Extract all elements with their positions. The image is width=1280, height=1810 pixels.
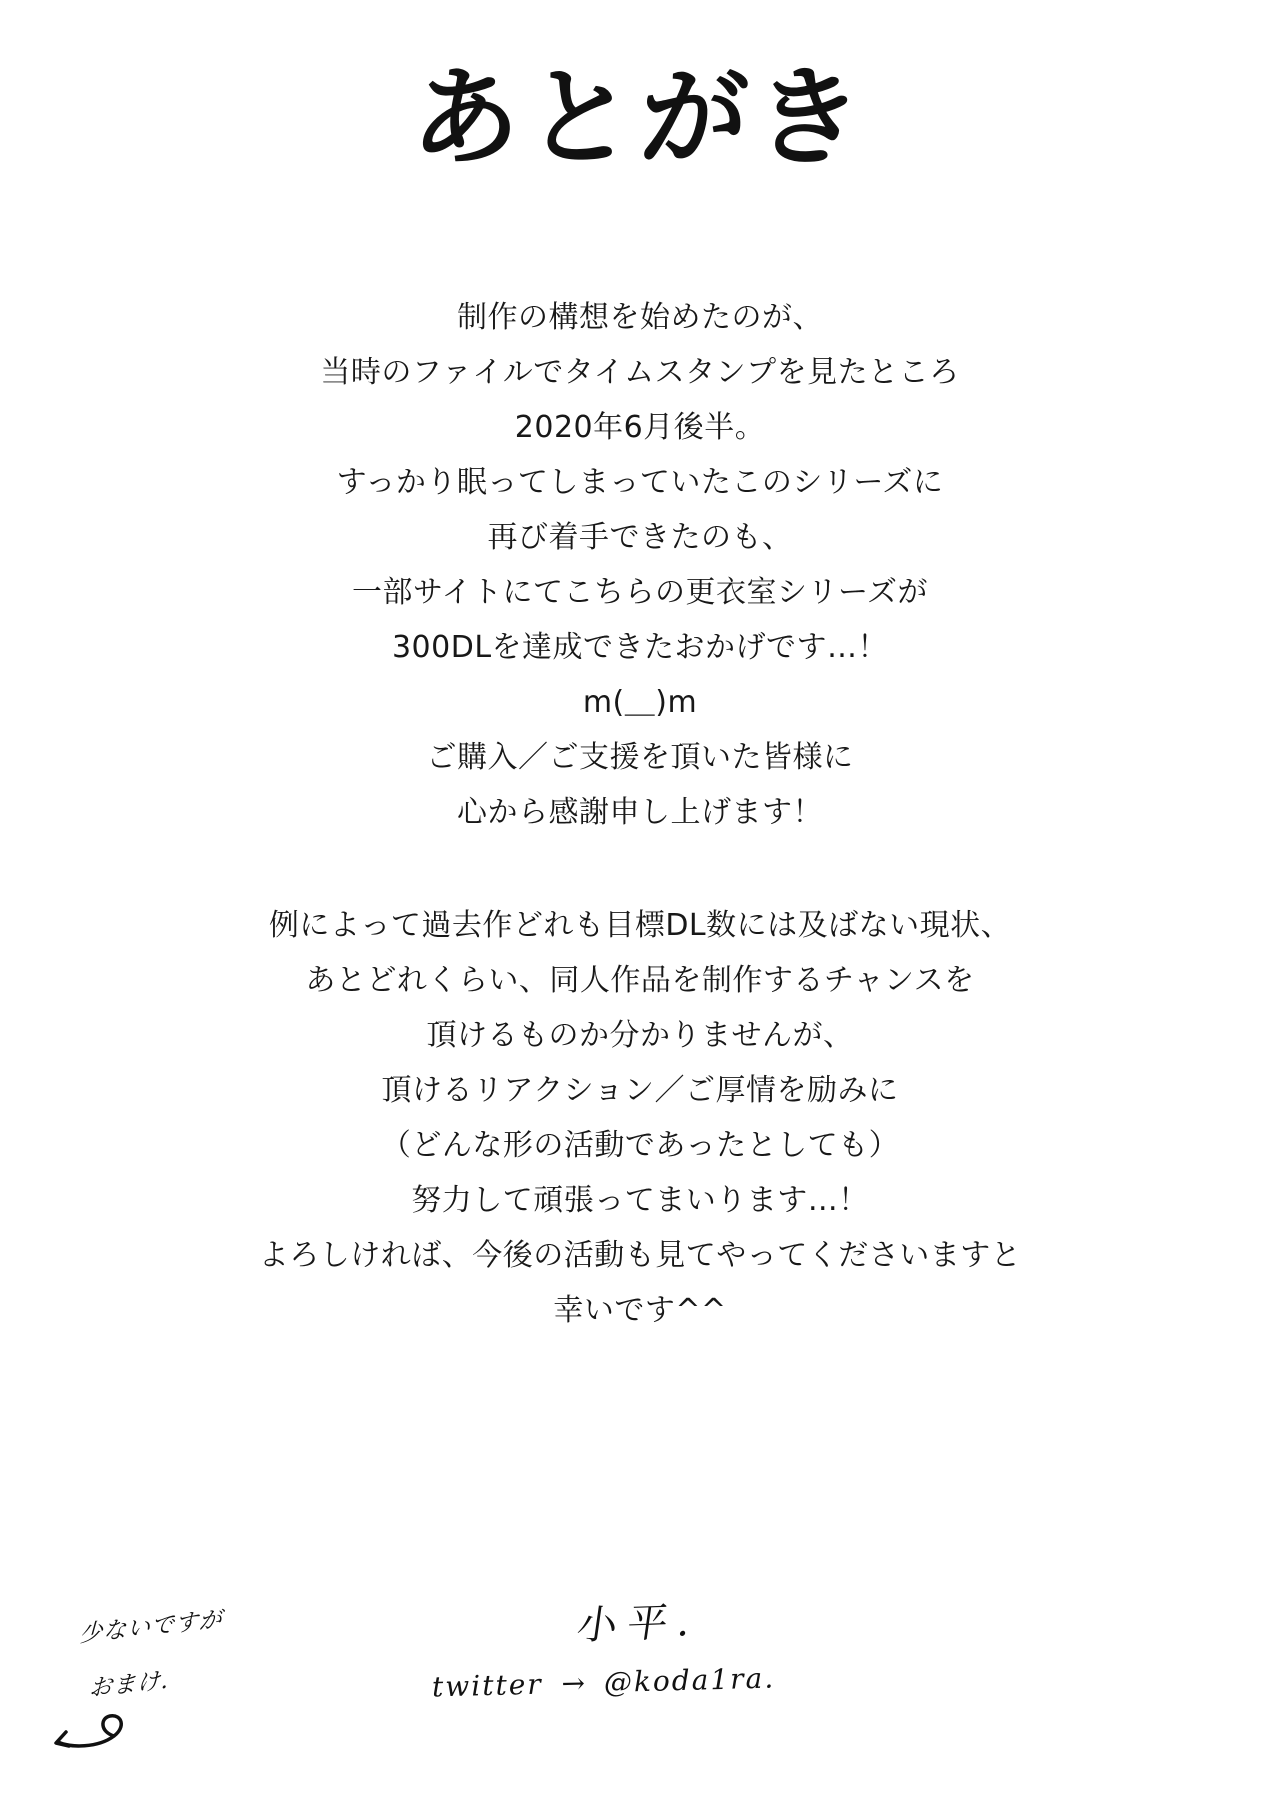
paragraph-1 [140,290,1140,840]
body-line: あとどれくらい、同人作品を制作するチャンスを [305,963,975,998]
body-line: 300DLを達成できたおかげです…！ [391,630,889,665]
twitter-handle: @koda1ra. [603,1661,776,1699]
body-line: ご購入／ご支援を頂いた皆様に [426,740,854,775]
body-line: 頂けるリアクション／ご厚情を励みに [381,1073,899,1108]
handwritten-note [78,1601,230,1704]
body-line: 当時のファイルでタイムスタンプを見たところ [320,355,960,390]
curved-arrow-icon [52,1702,142,1750]
body-line: m(＿)m [582,685,698,720]
body-line: 努力して頑張ってまいります…！ [411,1183,869,1218]
signature-area [0,1530,1280,1810]
body-line: 制作の構想を始めたのが、 [457,300,823,335]
body-line: （どんな形の活動であったとしても） [380,1128,900,1163]
page-title-text: あとがき [408,56,872,181]
twitter-label: twitter [431,1667,544,1704]
body-line: 例によって過去作どれも目標DL数には及ばない現状、 [268,908,1012,943]
body-line: 幸いです^^ [553,1293,727,1328]
handwritten-note-line-1: 少ないですが [78,1606,224,1648]
body-line: 再び着手できたのも、 [487,520,793,555]
body-line: すっかり眠ってしまっていたこのシリーズに [336,465,944,500]
arrow-right-icon: → [561,1666,586,1701]
author-signature: 小平. [573,1598,704,1650]
afterword-body [0,290,1280,1338]
twitter-handle-line [432,1662,776,1704]
body-line: 一部サイトにてこちらの更衣室シリーズが [352,575,928,610]
body-line: よろしければ、今後の活動も見てやってくださいますと [258,1238,1022,1273]
paragraph-2 [140,898,1140,1338]
body-line: 心から感謝申し上げます！ [457,795,823,830]
body-line: 頂けるものか分かりませんが、 [426,1018,854,1053]
page-title [0,56,1280,181]
body-line: 2020年6月後半。 [514,410,766,445]
handwritten-note-line-2: おまけ. [88,1667,170,1703]
